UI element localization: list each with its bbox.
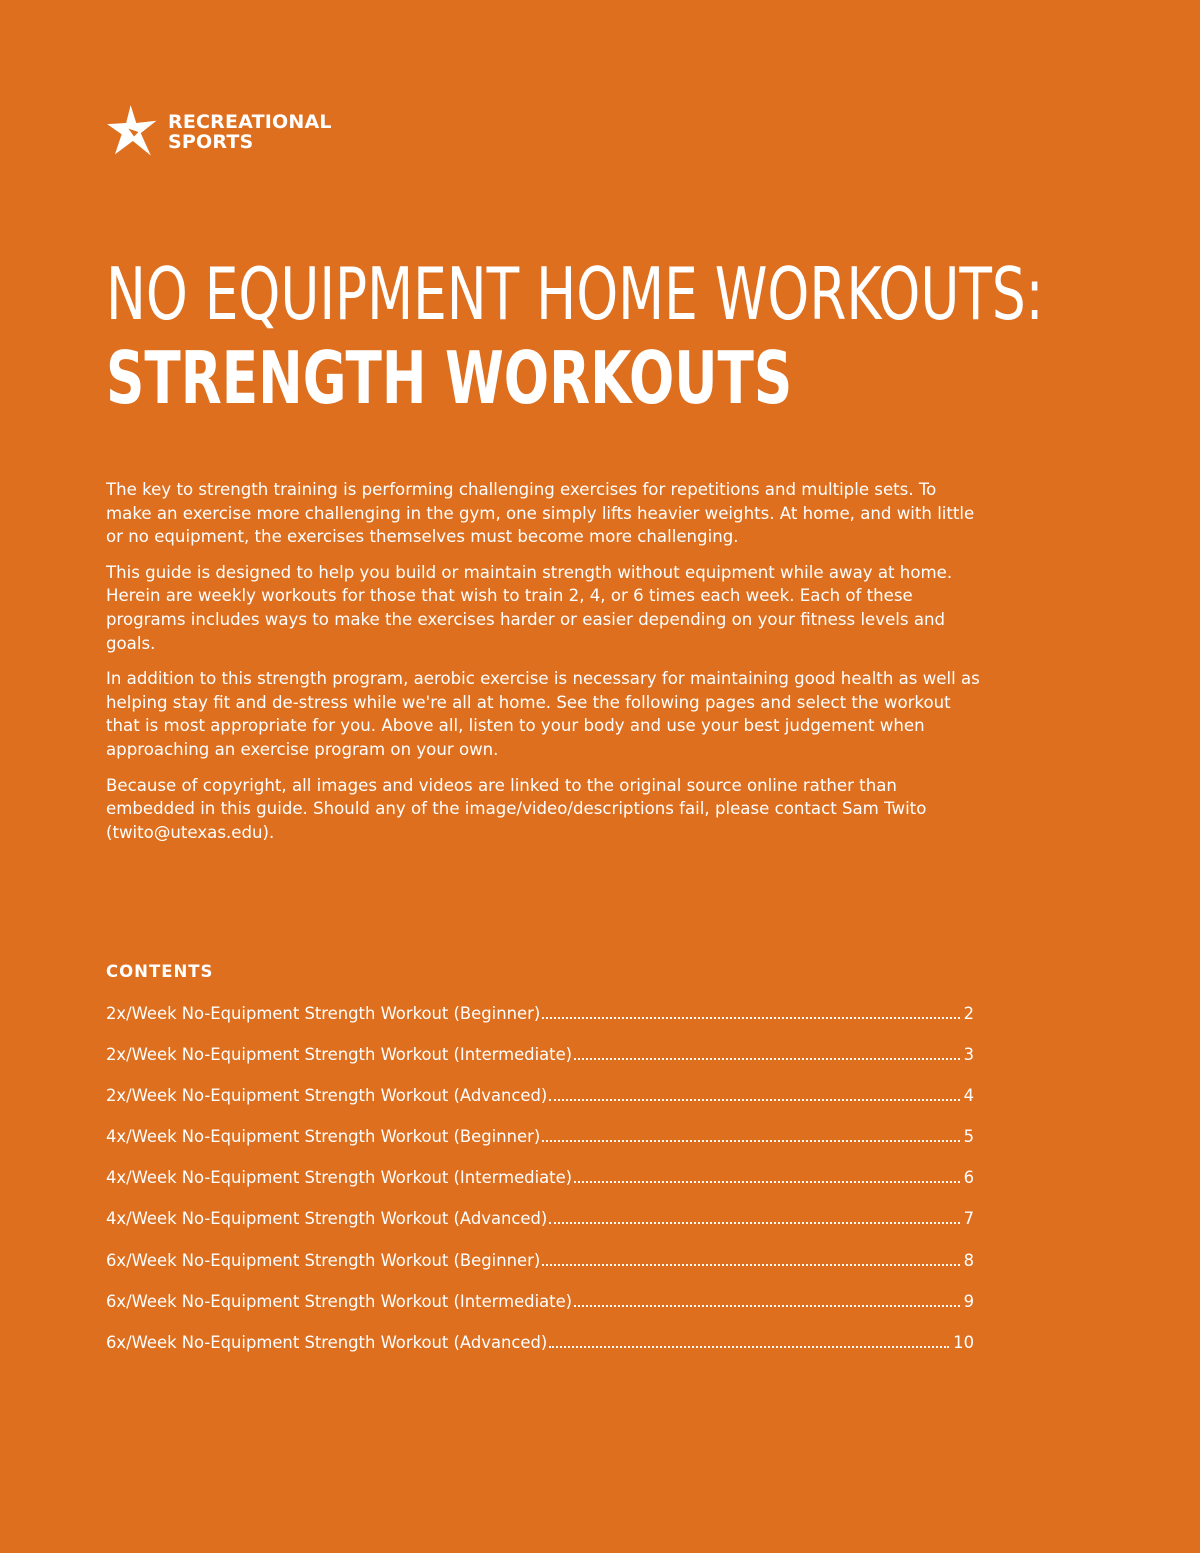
toc-item-label[interactable]: 4x/Week No-Equipment Strength Workout (Beginner) bbox=[106, 1127, 541, 1147]
toc-item-page[interactable]: 3 bbox=[963, 1045, 974, 1065]
toc-leader bbox=[574, 1305, 959, 1307]
toc-leader bbox=[574, 1058, 959, 1060]
toc-item[interactable] bbox=[106, 1041, 974, 1082]
toc-item-page[interactable]: 4 bbox=[963, 1086, 974, 1106]
intro-paragraph: Because of copyright, all images and videos are linked to the original source online rather than embedded in this guide. Should any of the image/video/descriptions fail, please contact Sam Twito (twito@utexas.edu). bbox=[106, 775, 927, 842]
intro-paragraph: In addition to this strength program, aerobic exercise is necessary for maintaining good health as well as helping stay fit and de-stress while we're all at home. See the following pages and select the workout that is most appropriate for you. Above all, listen to your body and use your best judgement when approaching an exercise program on your own. bbox=[106, 669, 980, 759]
toc-item-page[interactable]: 2 bbox=[963, 1004, 974, 1023]
toc-item-page[interactable]: 7 bbox=[963, 1209, 974, 1229]
logo-line-2: SPORTS bbox=[168, 131, 254, 153]
toc-item[interactable] bbox=[106, 1123, 974, 1164]
title-line-2: STRENGTH WORKOUTS bbox=[106, 336, 793, 420]
toc-item-page[interactable]: 6 bbox=[963, 1168, 974, 1188]
toc-item[interactable] bbox=[106, 1205, 974, 1246]
title-line-1: NO EQUIPMENT HOME WORKOUTS: bbox=[106, 252, 1044, 336]
toc-item-page[interactable]: 10 bbox=[953, 1332, 974, 1352]
toc-item-label[interactable]: 6x/Week No-Equipment Strength Workout (Intermediate) bbox=[106, 1291, 573, 1311]
toc-item-label[interactable]: 6x/Week No-Equipment Strength Workout (Beginner) bbox=[106, 1250, 541, 1270]
intro-paragraph: The key to strength training is performing challenging exercises for repetitions and multiple sets. To make an exercise more challenging in the gym, one simply lifts heavier weights. At home, and with little or no equipment, the exercises themselves must become more challenging. bbox=[106, 480, 975, 547]
toc-leader bbox=[549, 1346, 949, 1348]
intro-paragraph: This guide is designed to help you build or maintain strength without equipment while away at home. Herein are weekly workouts for those that wish to train 2, 4, or 6 times each week. Each of these programs includes ways to make the exercises harder or easier depending on your fitness levels and goals. bbox=[106, 562, 953, 653]
toc-item-page[interactable]: 5 bbox=[963, 1127, 974, 1147]
toc-item-label[interactable]: 2x/Week No-Equipment Strength Workout (Intermediate) bbox=[106, 1045, 573, 1065]
page-title bbox=[106, 252, 1044, 420]
toc-item-label[interactable]: 4x/Week No-Equipment Strength Workout (Intermediate) bbox=[106, 1168, 573, 1188]
toc-item-page[interactable]: 8 bbox=[963, 1250, 974, 1270]
logo-line-1: RECREATIONAL bbox=[168, 111, 332, 133]
toc-leader bbox=[574, 1181, 959, 1183]
toc-item[interactable] bbox=[106, 1000, 974, 1041]
toc-item-label[interactable]: 6x/Week No-Equipment Strength Workout (Advanced) bbox=[106, 1332, 548, 1352]
star-icon bbox=[106, 104, 162, 160]
table-of-contents bbox=[106, 1000, 974, 1370]
toc-item[interactable] bbox=[106, 1288, 974, 1329]
toc-leader bbox=[542, 1017, 959, 1019]
recreational-sports-logo bbox=[106, 104, 332, 160]
toc-item-label[interactable]: 2x/Week No-Equipment Strength Workout (Beginner) bbox=[106, 1004, 541, 1023]
logo-wordmark bbox=[168, 112, 332, 152]
contents-heading: CONTENTS bbox=[106, 962, 214, 981]
toc-item-label[interactable]: 2x/Week No-Equipment Strength Workout (Advanced) bbox=[106, 1086, 548, 1106]
toc-item[interactable] bbox=[106, 1247, 974, 1288]
toc-leader bbox=[542, 1264, 959, 1266]
toc-item-page[interactable]: 9 bbox=[963, 1291, 974, 1311]
document-page bbox=[106, 0, 1044, 1553]
toc-leader bbox=[542, 1140, 959, 1142]
toc-item[interactable] bbox=[106, 1164, 974, 1205]
toc-item[interactable] bbox=[106, 1329, 974, 1370]
toc-leader bbox=[549, 1222, 959, 1224]
toc-item[interactable] bbox=[106, 1082, 974, 1123]
toc-item-label[interactable]: 4x/Week No-Equipment Strength Workout (Advanced) bbox=[106, 1209, 548, 1229]
toc-leader bbox=[549, 1099, 959, 1101]
intro-text bbox=[106, 478, 986, 856]
